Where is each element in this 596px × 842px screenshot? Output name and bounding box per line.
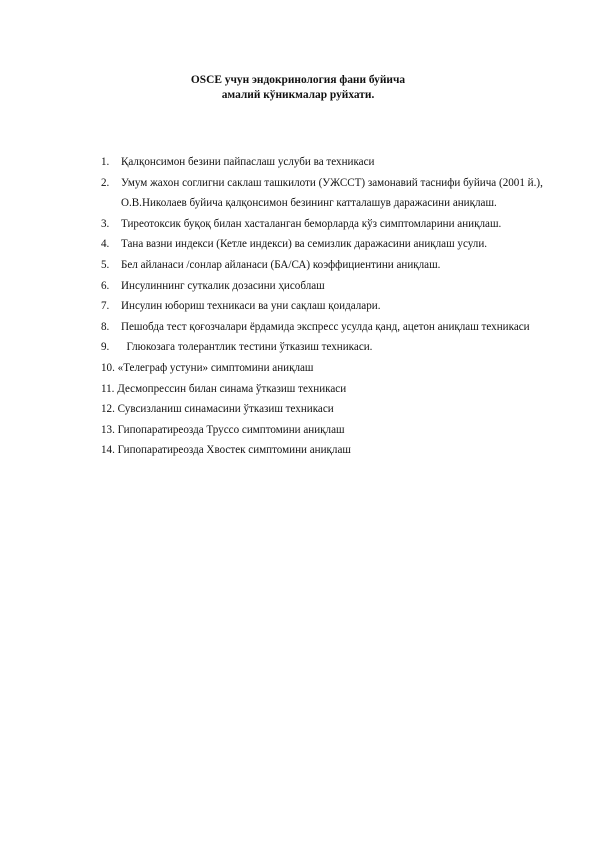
list-item: [101, 296, 556, 317]
list-item-text: Сувсизланиш синамасини ўтказиш техникаси: [114, 403, 334, 416]
list-item-text: Гипопаратиреозда Хвостек симптомини аниқлаш: [114, 444, 351, 457]
list-item: [101, 276, 556, 297]
list-item-text: Инсулиннинг суткалик дозасини ҳисоблаш: [121, 279, 325, 292]
title-line-2: амалий кўникмалар руйхати.: [221, 88, 375, 101]
list-item-number: 9.: [101, 341, 110, 354]
list-item: [101, 152, 556, 173]
list-item-number: 12.: [101, 403, 115, 416]
list-item: [101, 440, 556, 461]
list-item: [101, 399, 556, 420]
list-item-number: 5.: [101, 258, 110, 271]
list-item-number: 1.: [101, 156, 110, 168]
list-item-text: «Телеграф устуни» симптомини аниқлаш: [114, 361, 314, 374]
list-item: [101, 214, 556, 235]
skills-list: [101, 152, 556, 461]
list-item: [101, 358, 556, 379]
list-item-text: Пешобда тест қоғозчалари ёрдамида экспресс усулда қанд, ацетон аниқлаш техникаси: [121, 320, 530, 333]
list-item-number: 6.: [101, 279, 110, 292]
list-item-text: Бел айланаси /сонлар айланаси (БА/СА) коэффициентини аниқлаш.: [121, 258, 441, 271]
list-item-text: Умум жахон соглигни саклаш ташкилоти (УЖССТ) замонавий таснифи буйича (2001 й.), О.В.Николаев буйича қалқонсимон безининг катталашув даражасини аниқлаш.: [121, 176, 543, 210]
list-item: [101, 317, 556, 338]
list-item-text: Глюкозага толерантлик тестини ўтказиш техникаси.: [121, 341, 373, 354]
document-title: [0, 73, 596, 102]
list-item-number: 11.: [101, 382, 115, 395]
list-item-text: Десмопрессин билан синама ўтказиш техникаси: [114, 382, 347, 395]
list-item: [101, 379, 556, 400]
list-item: [101, 234, 556, 255]
list-item: [101, 255, 556, 276]
list-item: [101, 420, 556, 441]
list-item-number: 10.: [101, 361, 115, 374]
title-line-1: OSCE учун эндокринология фани буйича: [190, 74, 406, 86]
list-item-text: Тиреотоксик буқоқ билан хасталанган беморларда кўз симптомларини аниқлаш.: [121, 217, 502, 230]
list-item: [101, 173, 556, 214]
list-item-text: Инсулин юбориш техникаси ва уни сақлаш қоидалари.: [121, 300, 381, 313]
list-item-number: 2.: [101, 176, 110, 189]
list-item-number: 7.: [101, 300, 110, 313]
list-item-number: 4.: [101, 238, 110, 251]
list-item-number: 13.: [101, 423, 115, 436]
list-item-text: Қалқонсимон безини пайпаслаш услуби ва техникаси: [121, 156, 375, 168]
list-item-number: 14.: [101, 444, 115, 457]
list-item-text: Гипопаратиреозда Труссо симптомини аниқлаш: [114, 423, 345, 436]
list-item-number: 3.: [101, 217, 110, 230]
list-item-text: Тана вазни индекси (Кетле индекси) ва семизлик даражасини аниқлаш усули.: [121, 238, 488, 251]
list-item-number: 8.: [101, 320, 110, 333]
list-item: [101, 337, 556, 358]
